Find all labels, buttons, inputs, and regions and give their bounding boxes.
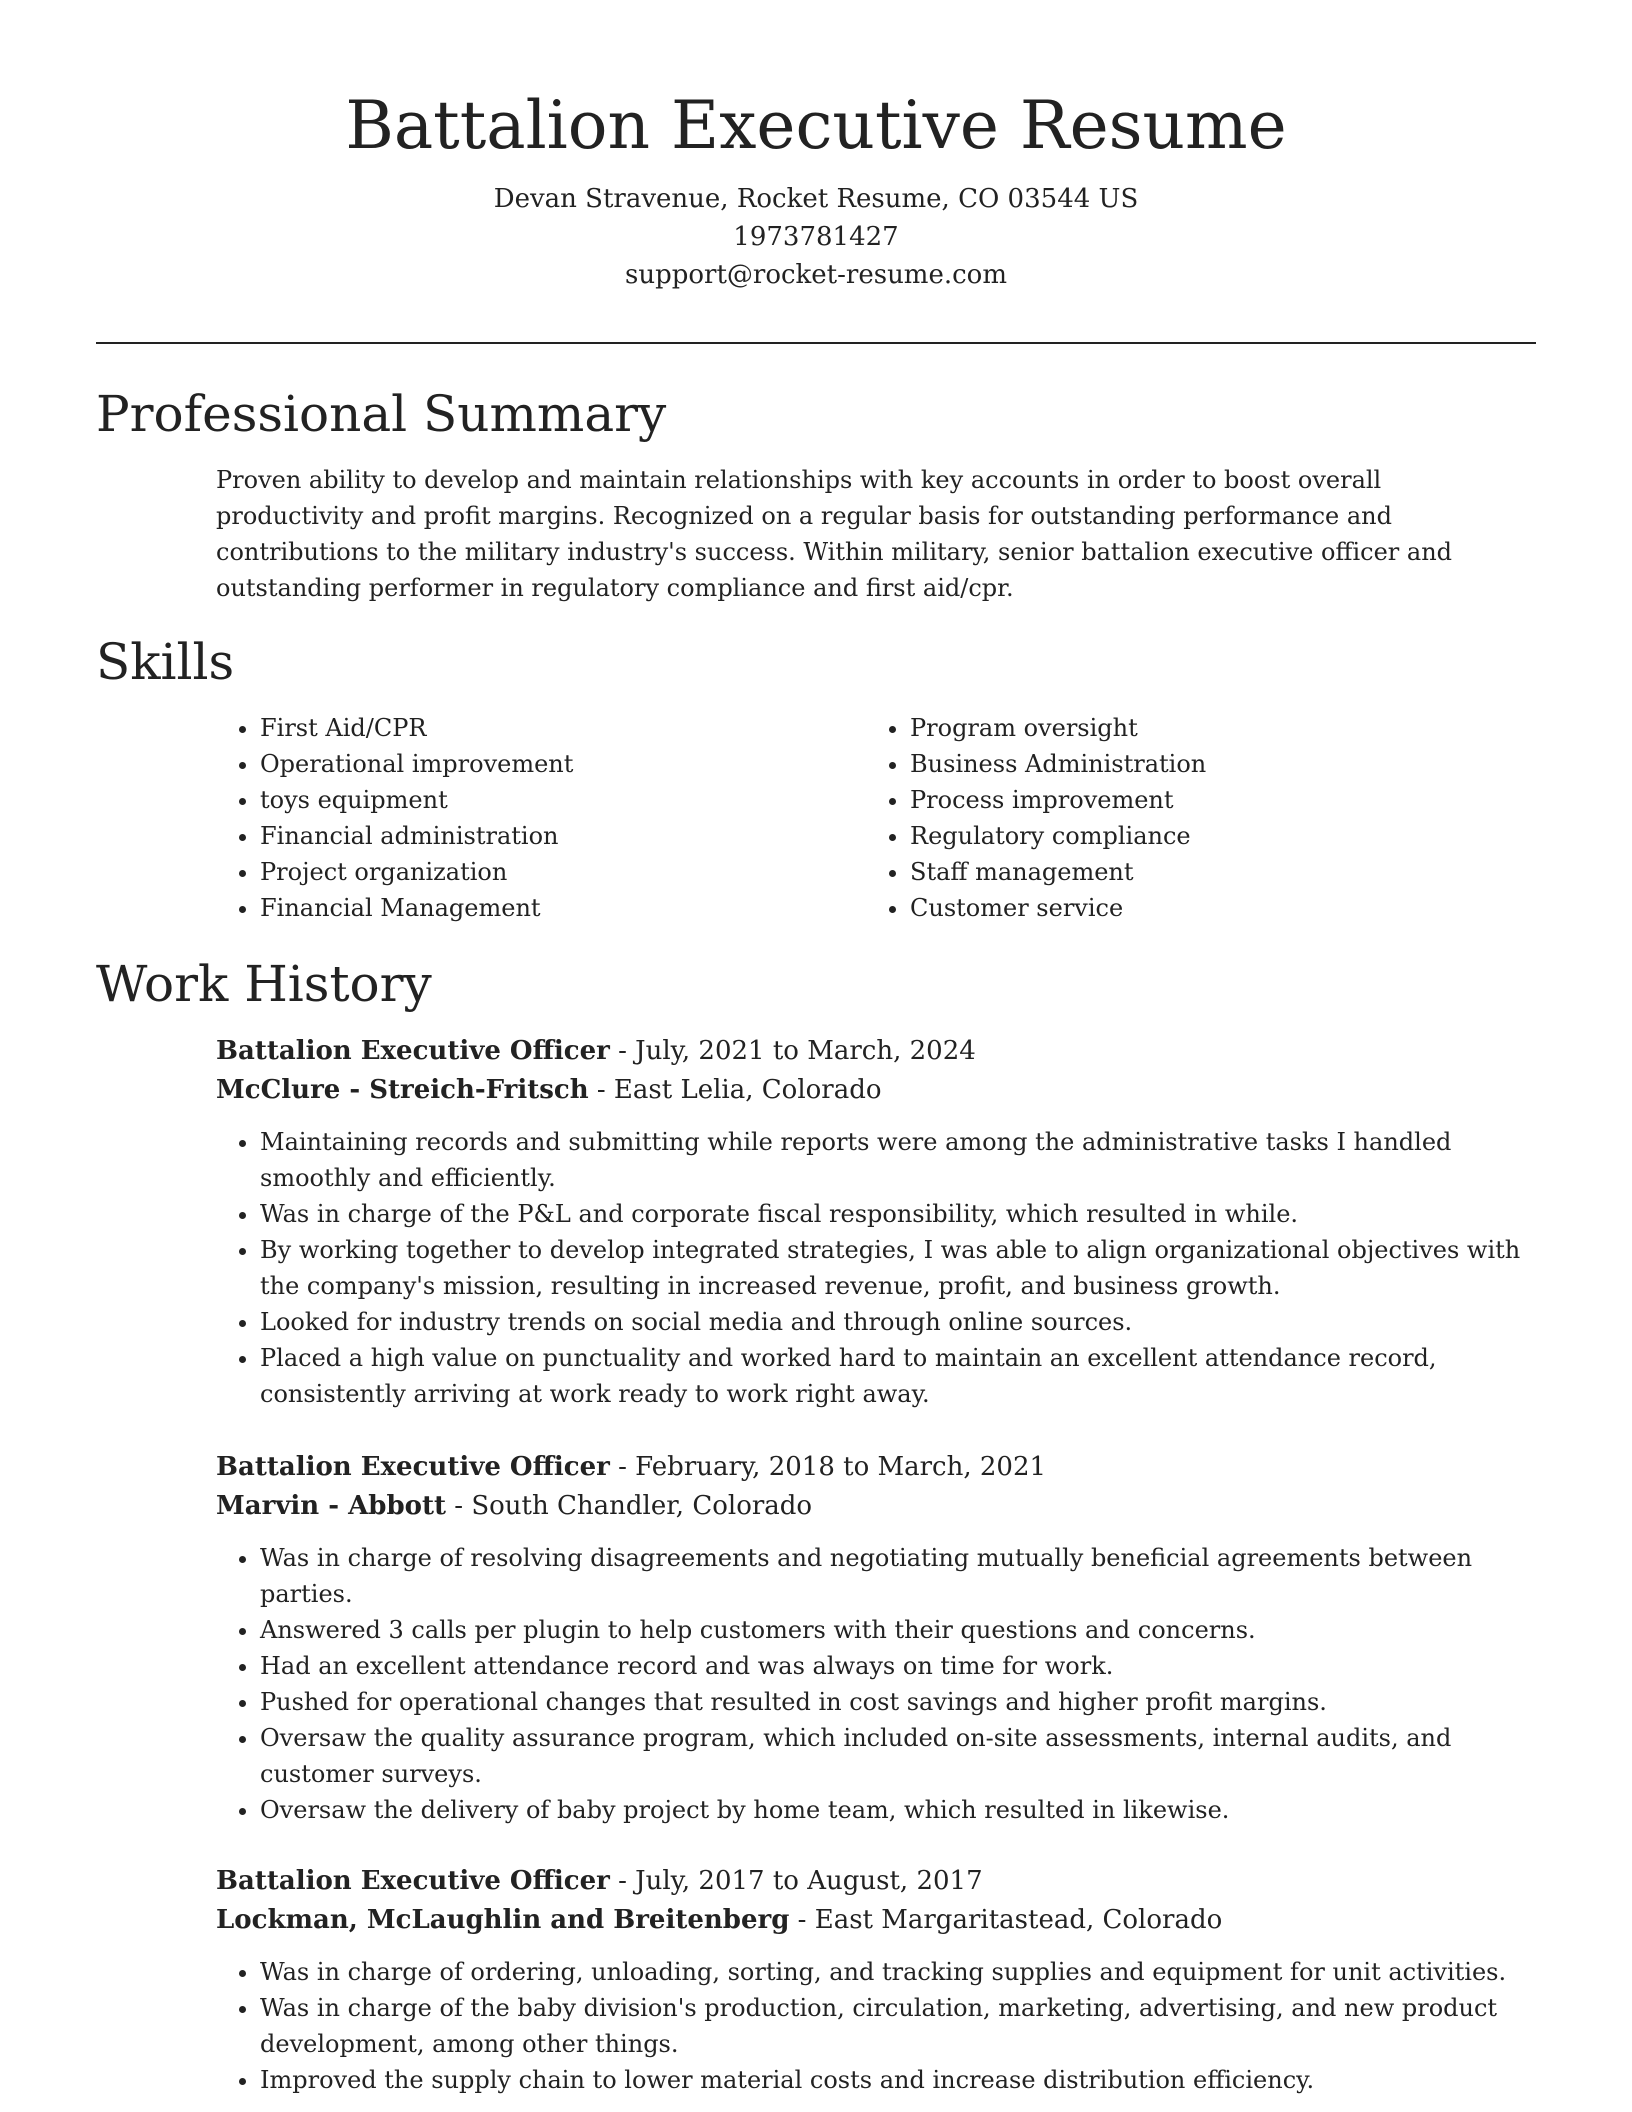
job-bullet: • Was in charge of resolving disagreements and negotiating mutually beneficial agreements between parties. [260,1540,1536,1612]
skill-item: • First Aid/CPR [260,710,866,746]
job-location: - East Lelia, Colorado [588,1075,882,1105]
contact-info [0,180,1632,294]
skill-item: • Staff management [910,854,1516,890]
skills-heading: Skills [96,633,235,691]
job-title: Battalion Executive Officer [216,1036,610,1066]
job-location: - East Margaritastead, Colorado [789,1905,1223,1935]
job-company-line [216,1901,1536,1940]
job-bullets [216,1124,1536,1412]
job-bullet: • Oversaw the quality assurance program, which included on-site assessments, internal audits, and customer surveys. [260,1720,1536,1792]
skill-item: • Business Administration [910,746,1516,782]
job-bullet: • Was in charge of ordering, unloading, sorting, and tracking supplies and equipment for unit activities. [260,1954,1536,1990]
skills-column-left [216,710,866,926]
job-title: Battalion Executive Officer [216,1452,610,1482]
skills-list [216,710,1536,926]
job-title-line [216,1032,1536,1071]
skills-column-right [866,710,1516,926]
resume-header [0,80,1632,294]
job-bullet: • Improved the supply chain to lower material costs and increase distribution efficiency. [260,2062,1536,2098]
job-bullet: • Maintaining records and submitting while reports were among the administrative tasks I handled smoothly and efficiently. [260,1124,1536,1196]
job-location: - South Chandler, Colorado [446,1491,813,1521]
job-company: McClure - Streich-Fritsch [216,1075,589,1105]
job-entry [216,1448,1536,1828]
job-title: Battalion Executive Officer [216,1866,610,1896]
job-bullet: • Had an excellent attendance record and was always on time for work. [260,1648,1536,1684]
skill-item: • Regulatory compliance [910,818,1516,854]
job-company-line [216,1487,1536,1526]
job-bullets [216,1954,1536,2098]
job-bullet: • Answered 3 calls per plugin to help customers with their questions and concerns. [260,1612,1536,1648]
job-entry [216,1862,1536,2098]
job-bullet: • Was in charge of the P&L and corporate fiscal responsibility, which resulted in while. [260,1196,1536,1232]
contact-phone: 1973781427 [733,222,899,252]
skill-item: • Financial administration [260,818,866,854]
contact-address: Devan Stravenue, Rocket Resume, CO 03544 US [493,184,1139,214]
job-bullet: • Pushed for operational changes that resulted in cost savings and higher profit margins. [260,1684,1536,1720]
job-company-line [216,1071,1536,1110]
job-bullets [216,1540,1536,1828]
skill-item: • Project organization [260,854,866,890]
skill-item: • Financial Management [260,890,866,926]
job-entry [216,1032,1536,1412]
job-title-line [216,1448,1536,1487]
summary-heading: Professional Summary [96,385,667,443]
job-dates: - July, 2017 to August, 2017 [609,1866,983,1896]
job-company: Lockman, McLaughlin and Breitenberg [216,1905,790,1935]
job-company: Marvin - Abbott [216,1491,447,1521]
skill-item: • Operational improvement [260,746,866,782]
job-dates: - February, 2018 to March, 2021 [609,1452,1047,1482]
work-history-heading: Work History [96,955,432,1013]
skill-item: • Program oversight [910,710,1516,746]
job-title-line [216,1862,1536,1901]
resume-title: Battalion Executive Resume [345,87,1287,164]
skill-item: • toys equipment [260,782,866,818]
job-bullet: • Was in charge of the baby division's production, circulation, marketing, advertising, and new product development, among other things. [260,1990,1536,2062]
job-bullet: • Oversaw the delivery of baby project by home team, which resulted in likewise. [260,1792,1536,1828]
header-divider [96,342,1536,344]
job-dates: - July, 2021 to March, 2024 [609,1036,976,1066]
job-bullet: • Looked for industry trends on social media and through online sources. [260,1304,1536,1340]
contact-email: support@rocket-resume.com [624,260,1007,290]
job-bullet: • By working together to develop integrated strategies, I was able to align organizational objectives with the company's mission, resulting in increased revenue, profit, and business growth. [260,1232,1536,1304]
job-bullet: • Placed a high value on punctuality and worked hard to maintain an excellent attendance record, consistently arriving at work ready to work right away. [260,1340,1536,1412]
skill-item: • Process improvement [910,782,1516,818]
skill-item: • Customer service [910,890,1516,926]
summary-text: Proven ability to develop and maintain relationships with key accounts in order to boost overall productivity and profit margins. Recognized on a regular basis for outstanding performance and contributions to the military industry's success. Within military, senior battalion executive officer and outstanding performer in regulatory compliance and first aid/cpr. [216,466,1453,602]
